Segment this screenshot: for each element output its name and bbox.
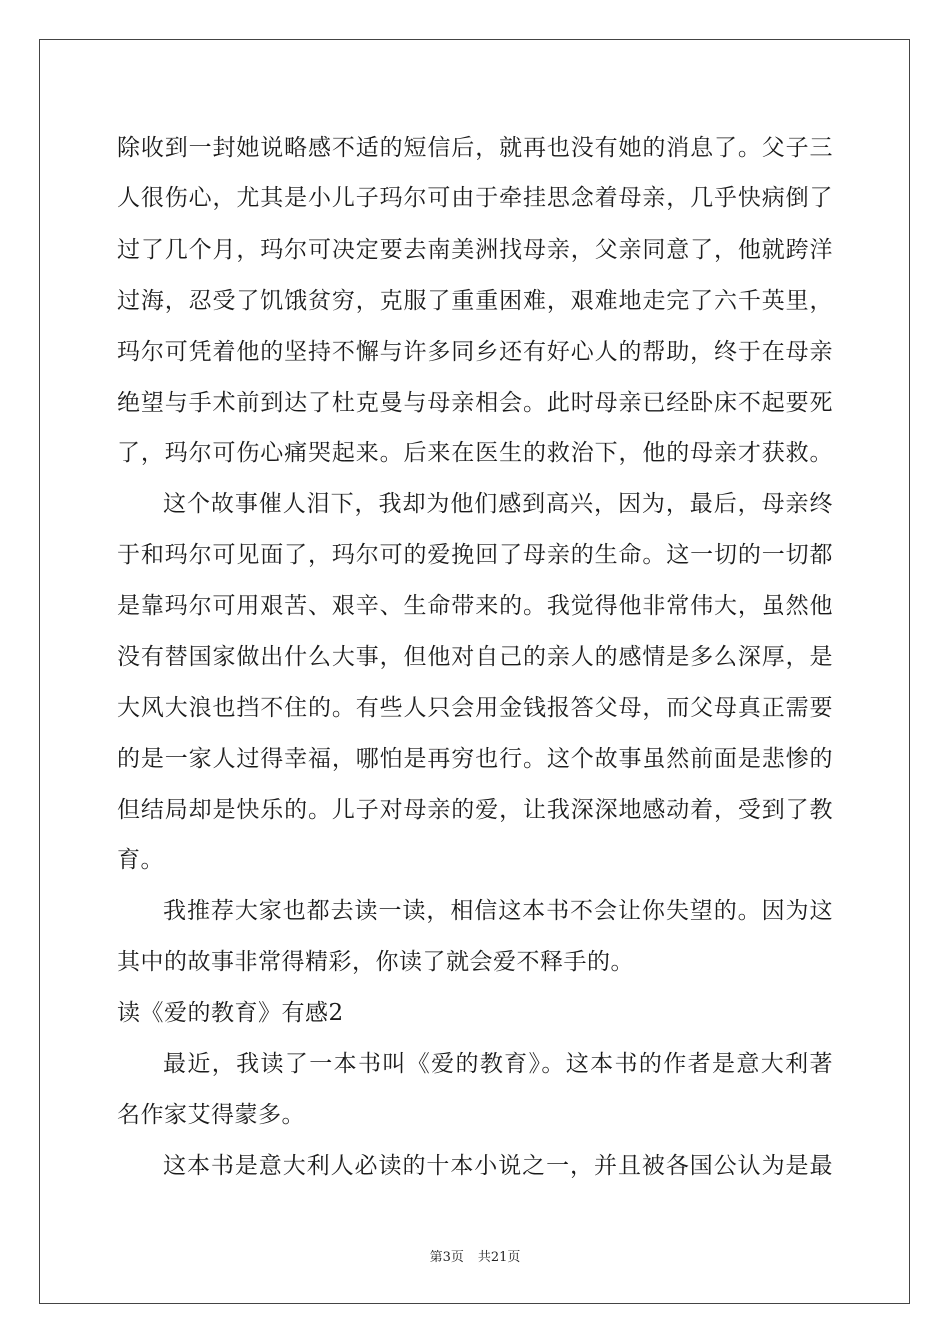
text-line: 育。 [117,847,164,873]
text-line: 过海，忍受了饥饿贫穷，克服了重重困难，艰难地走完了六千英里， [117,288,833,314]
text-line: 大风大浪也挡不住的。有些人只会用金钱报答父母，而父母真正需要 [117,695,833,721]
text-line: 玛尔可凭着他的坚持不懈与许多同乡还有好心人的帮助，终于在母亲 [117,339,833,365]
text-line: 过了几个月，玛尔可决定要去南美洲找母亲，父亲同意了，他就跨洋 [117,237,833,263]
text-line: 但结局却是快乐的。儿子对母亲的爱，让我深深地感动着，受到了教 [117,797,833,823]
page-number: 第3页 [429,1250,464,1265]
paragraph-start-line: 这个故事催人泪下，我却为他们感到高兴，因为，最后，母亲终 [163,491,833,517]
paragraph-start-line: 我推荐大家也都去读一读，相信这本书不会让你失望的。因为这 [163,898,833,924]
text-line: 于和玛尔可见面了，玛尔可的爱挽回了母亲的生命。这一切的一切都 [117,542,833,568]
text-line: 名作家艾得蒙多。 [117,1102,305,1128]
text-line: 没有替国家做出什么大事，但他对自己的亲人的感情是多么深厚，是 [117,644,833,670]
text-line: 其中的故事非常得精彩，你读了就会爱不释手的。 [117,949,634,975]
text-line: 人很伤心，尤其是小儿子玛尔可由于牵挂思念着母亲，几乎快病倒了 [117,185,833,211]
page-footer [0,1246,950,1265]
section-heading: 读《爱的教育》有感2 [117,1000,344,1026]
page-total: 共21页 [477,1250,521,1265]
paragraph-start-line: 这本书是意大利人必读的十本小说之一，并且被各国公认为是最 [163,1153,833,1179]
paragraph-start-line: 最近，我读了一本书叫《爱的教育》。这本书的作者是意大利著 [163,1051,833,1077]
text-line: 是靠玛尔可用艰苦、艰辛、生命带来的。我觉得他非常伟大，虽然他 [117,593,833,619]
text-line: 除收到一封她说略感不适的短信后，就再也没有她的消息了。父子三 [117,135,833,161]
text-line: 的是一家人过得幸福，哪怕是再穷也行。这个故事虽然前面是悲惨的 [117,746,833,772]
text-line: 了，玛尔可伤心痛哭起来。后来在医生的救治下，他的母亲才获救。 [117,440,833,466]
text-line: 绝望与手术前到达了杜克曼与母亲相会。此时母亲已经卧床不起要死 [117,390,833,416]
